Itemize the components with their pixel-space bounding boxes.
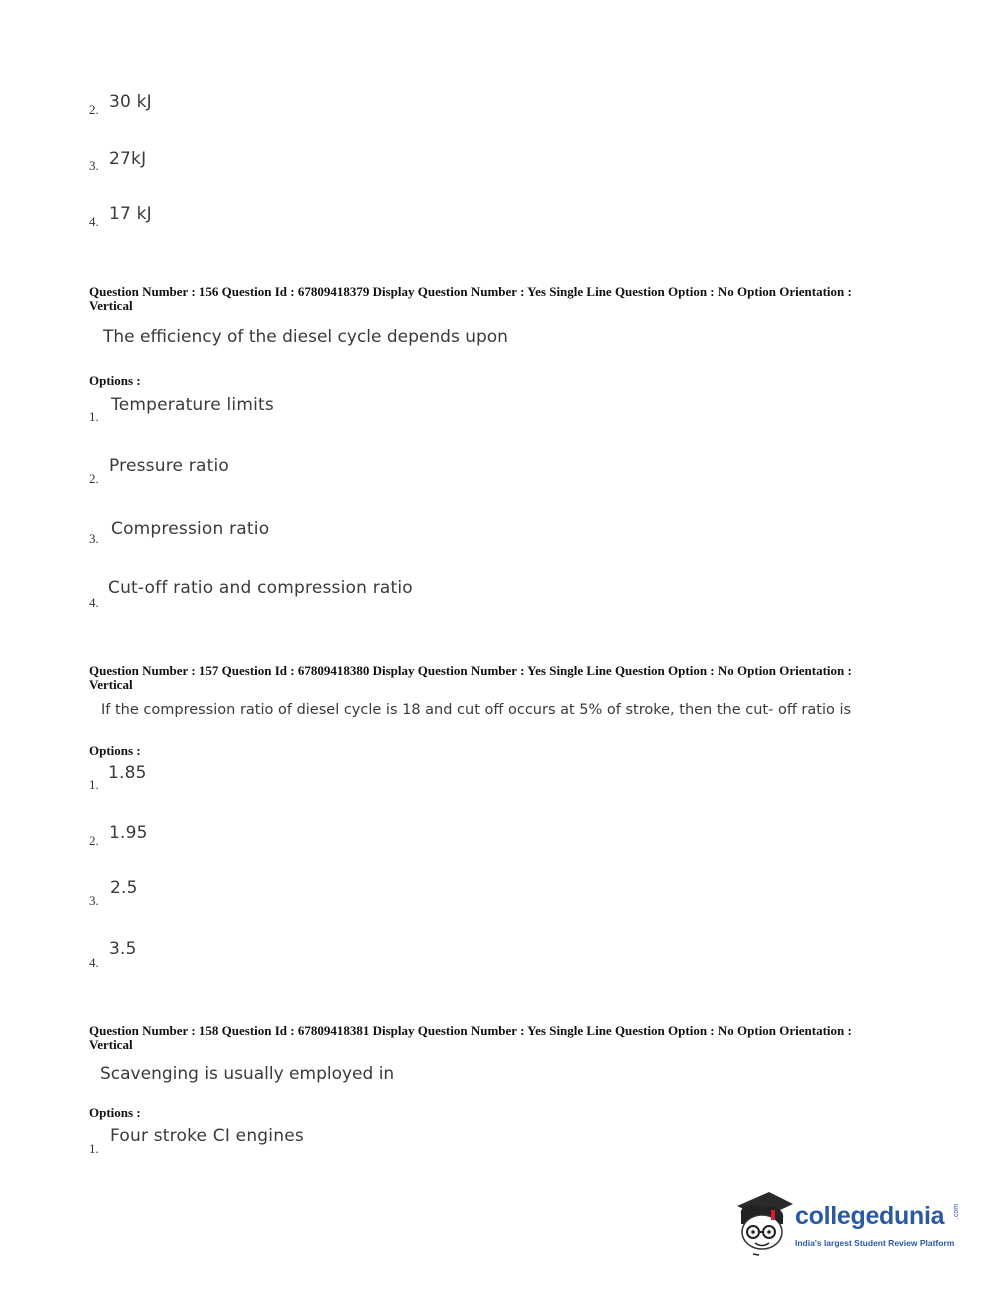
option-number: 2. [89,833,99,848]
option-number: 1. [89,1141,99,1156]
mascot-icon [733,1188,795,1256]
option-number: 2. [89,102,99,117]
option-number: 3. [89,531,99,546]
collegedunia-logo[interactable] [733,1188,963,1258]
option-number: 1. [89,777,99,792]
option-number: 4. [89,214,99,229]
option-text: 27kJ [109,149,147,169]
options-label: Options : [89,373,141,388]
option-number: 1. [89,409,99,424]
option-text: 30 kJ [109,92,152,112]
option-number: 4. [89,955,99,970]
options-label: Options : [89,743,141,758]
question-header: Question Number : 158 Question Id : 67809418381 Display Question Number : Yes Single Line Question Option : No Option Orientation : Vertical [89,1023,852,1052]
option-number: 2. [89,471,99,486]
option-number: 3. [89,158,99,173]
option-text: 1.95 [109,823,148,843]
question-header: Question Number : 156 Question Id : 67809418379 Display Question Number : Yes Single Line Question Option : No Option Orientation : Vertical [89,284,852,313]
option-text: 17 kJ [109,204,152,224]
option-number: 3. [89,893,99,908]
option-text: 1.85 [108,763,147,783]
logo-tagline: India's largest Student Review Platform [795,1238,955,1248]
option-text: Four stroke CI engines [110,1126,304,1146]
option-text: Pressure ratio [109,456,229,476]
question-text: If the compression ratio of diesel cycle is 18 and cut off occurs at 5% of stroke, then the cut- off ratio is [101,702,852,718]
option-text: Compression ratio [111,519,270,539]
logo-suffix: .com [953,1203,961,1220]
options-label: Options : [89,1105,141,1120]
question-text: Scavenging is usually employed in [100,1064,395,1084]
option-text: Temperature limits [111,395,274,415]
option-text: Cut-off ratio and compression ratio [108,578,413,598]
option-number: 4. [89,595,99,610]
logo-wordmark: collegedunia [795,1202,945,1230]
question-text: The efficiency of the diesel cycle depends upon [103,327,508,347]
option-text: 3.5 [109,939,137,959]
option-text: 2.5 [110,878,138,898]
question-header: Question Number : 157 Question Id : 67809418380 Display Question Number : Yes Single Line Question Option : No Option Orientation : Vertical [89,663,852,692]
